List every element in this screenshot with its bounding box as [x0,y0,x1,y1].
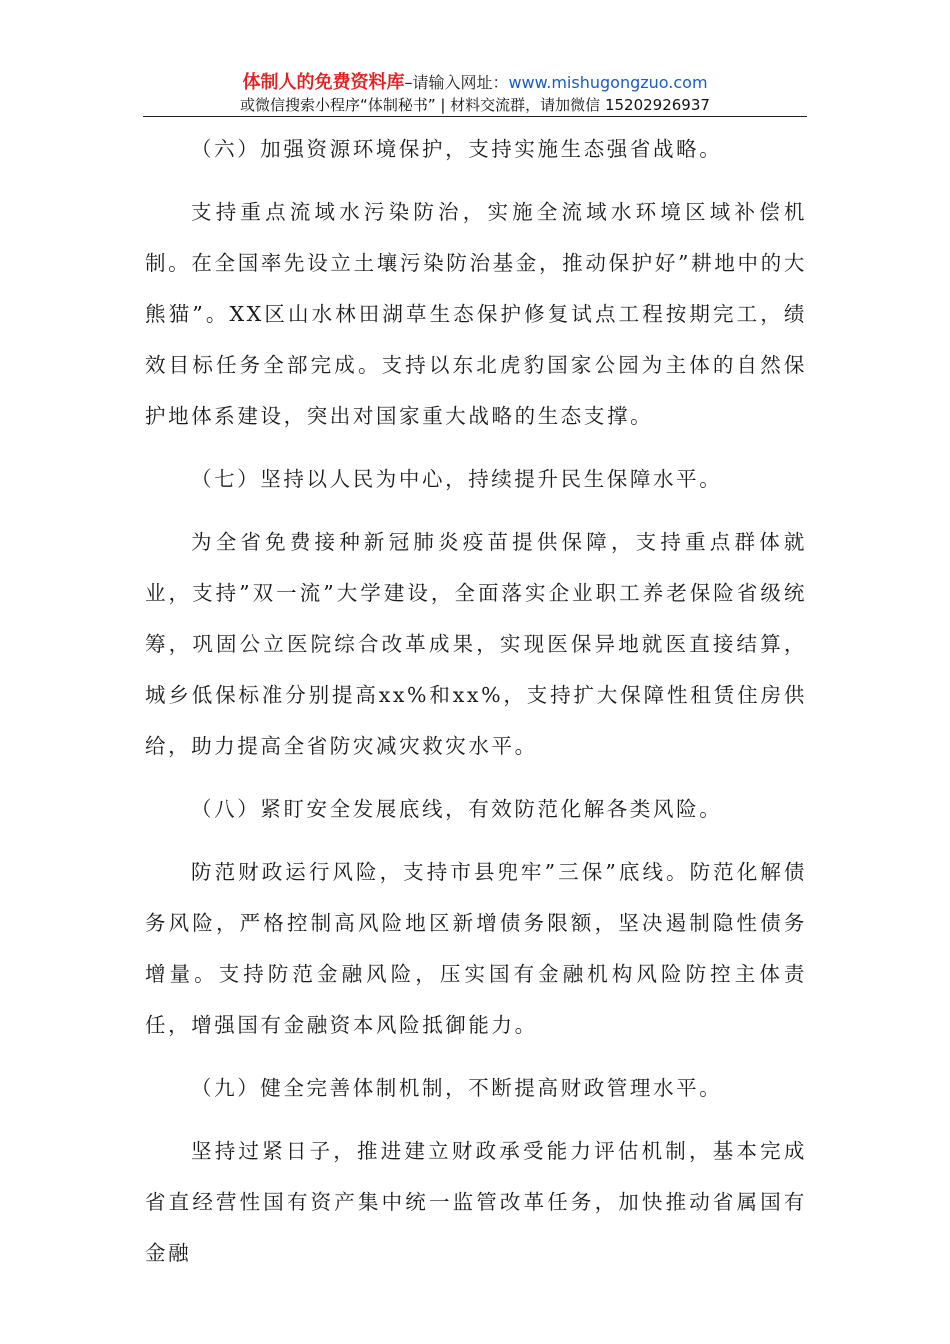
section-7-paragraph: 为全省免费接种新冠肺炎疫苗提供保障，支持重点群体就业，支持”双一流”大学建设，全面落实企业职工养老保险省级统筹，巩固公立医院综合改革成果，实现医保异地就医直接结算，城乡低保标准分别提高xx%和xx%，支持扩大保障性租赁住房供给，助力提高全省防灾减灾救灾水平。 [145,530,807,758]
header-line-2: 或微信搜索小程序“体制秘书” | 材料交流群，请加微信 15202926937 [240,96,710,114]
header-brand: 体制人的免费资料库 [242,72,405,93]
section-8-paragraph: 防范财政运行风险，支持市县兜牢”三保”底线。防范化解债务风险，严格控制高风险地区新增债务限额，坚决遏制隐性债务增量。支持防范金融风险，压实国有金融机构风险防控主体责任，增强国有金融资本风险抵御能力。 [145,860,807,1037]
header-prompt: –请输入网址： [404,73,509,92]
section-9-heading: （九）健全完善体制机制，不断提高财政管理水平。 [191,1076,723,1100]
section-6-paragraph: 支持重点流域水污染防治，实施全流域水环境区域补偿机制。在全国率先设立土壤污染防治基金，推动保护好”耕地中的大熊猫”。XX区山水林田湖草生态保护修复试点工程按期完工，绩效目标任务全部完成。支持以东北虎豹国家公园为主体的自然保护地体系建设，突出对国家重大战略的生态支撑。 [145,200,807,428]
document-body [145,124,807,1291]
header-url-link[interactable]: www.mishugongzuo.com [508,73,708,92]
section-9-paragraph: 坚持过紧日子，推进建立财政承受能力评估机制，基本完成省直经营性国有资产集中统一监管改革任务，加快推动省属国有金融 [145,1139,807,1265]
header-divider [143,116,807,117]
page-header [143,72,807,116]
header-line-1 [143,72,807,94]
section-6-heading: （六）加强资源环境保护，支持实施生态强省战略。 [191,137,723,161]
section-8-heading: （八）紧盯安全发展底线，有效防范化解各类风险。 [191,797,723,821]
section-7-heading: （七）坚持以人民为中心，持续提升民生保障水平。 [191,467,723,491]
